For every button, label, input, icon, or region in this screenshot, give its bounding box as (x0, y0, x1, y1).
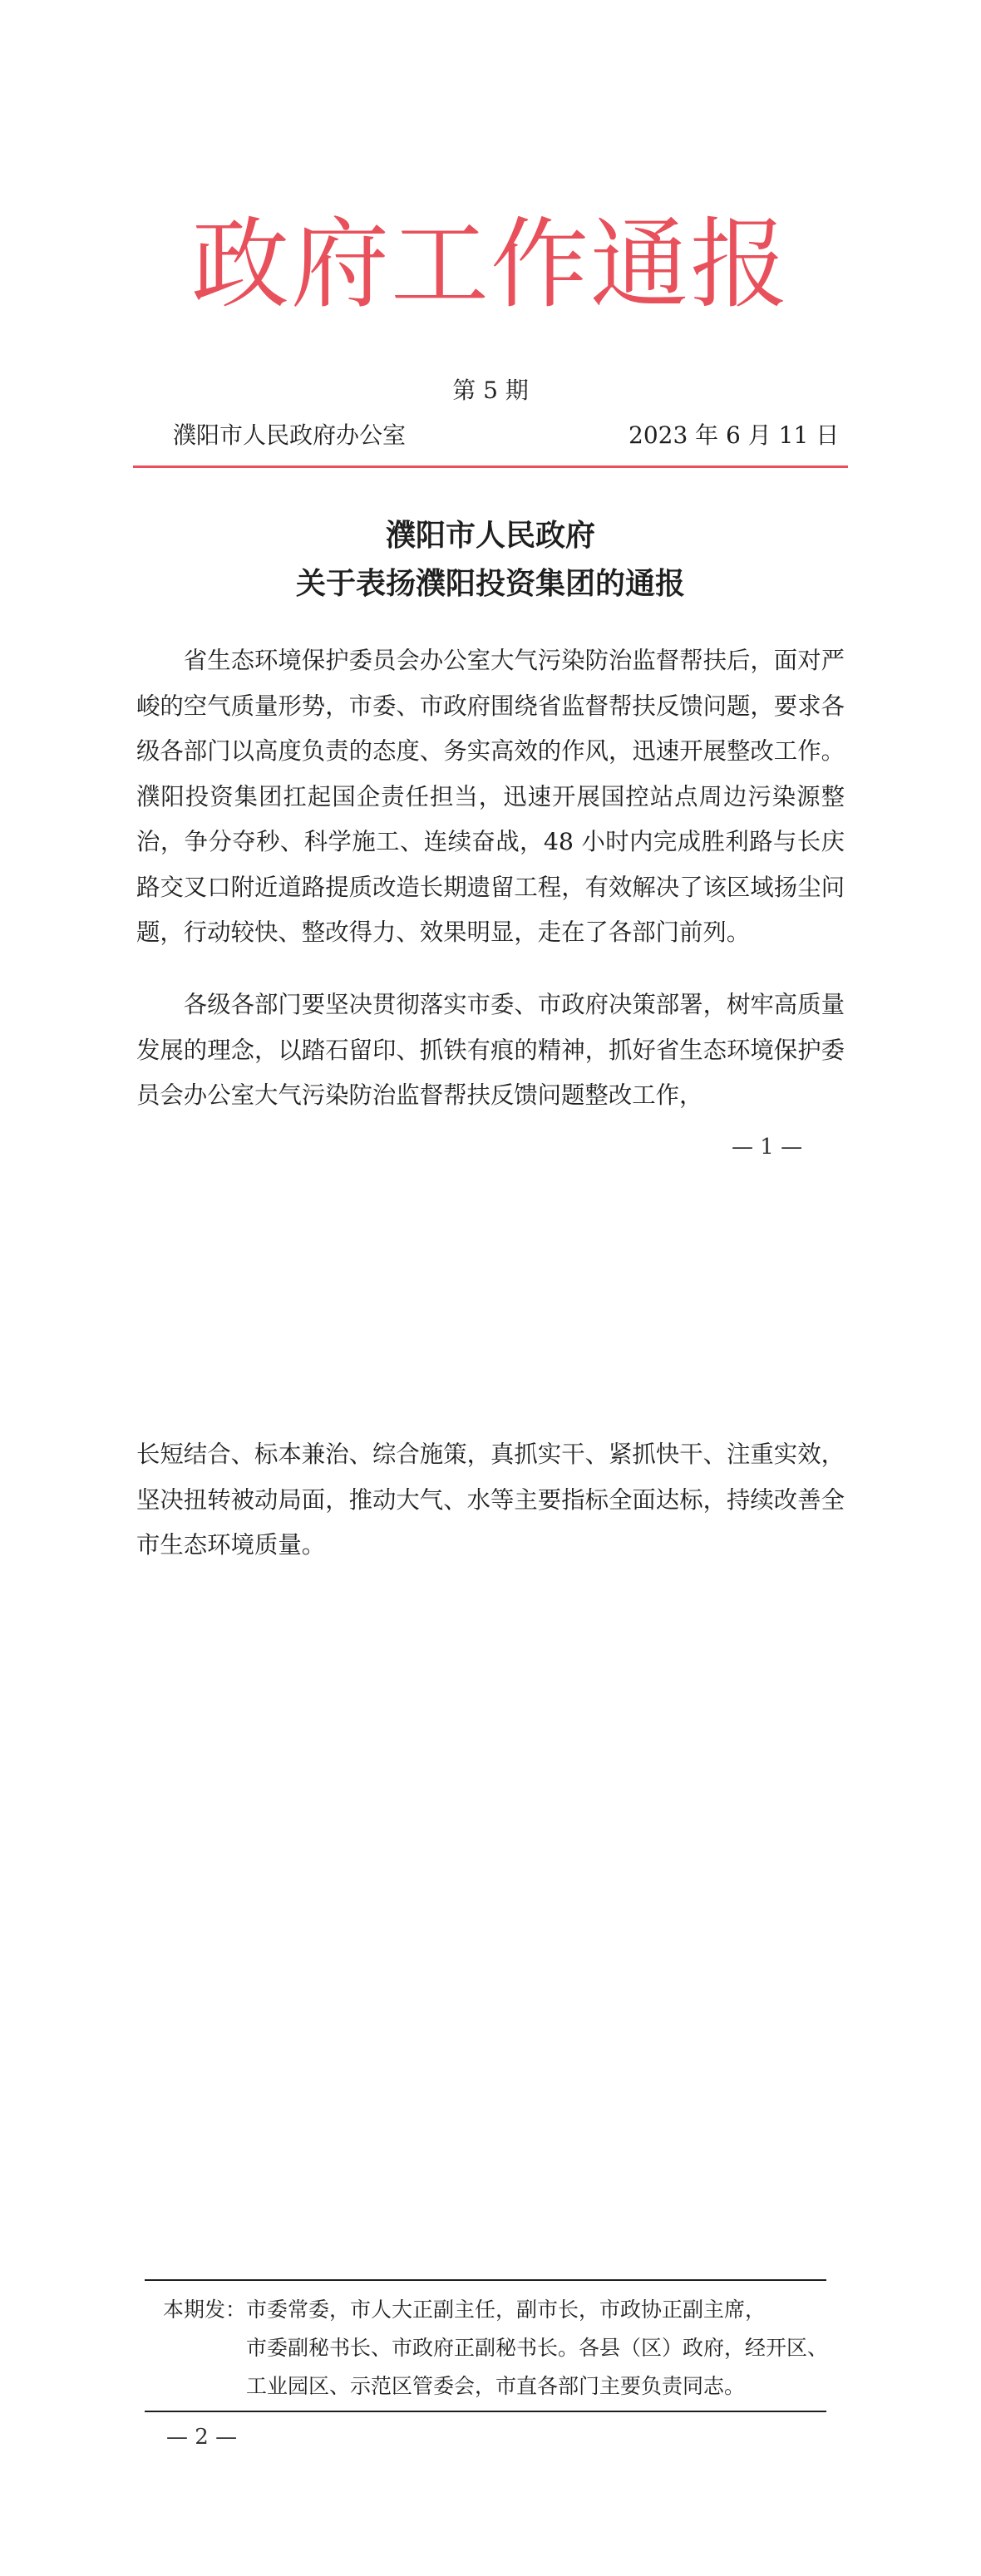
distribution-top-rule (145, 2279, 826, 2281)
distribution-line-3: 工业园区、示范区管委会，市直各部门主要负责同志。 (246, 2374, 746, 2398)
issuing-office: 濮阳市人民政府办公室 (173, 421, 407, 449)
body-paragraph-1: 省生态环境保护委员会办公室大气污染防治监督帮扶后，面对严峻的空气质量形势，市委、市政府围绕省监督帮扶反馈问题，要求各级各部门以高度负责的态度、务实高效的作风，迅速开展整改工作。濮阳投资集团扛起国企责任担当，迅速开展国控站点周边污染源整治，争分夺秒、科学施工、连续奋战，48 小时内完成胜利路与长庆路交叉口附近道路提质改造长期遗留工程，有效解决了该区域扬尘问题，行动较快、整改得力、效果明显，走在了各部门前列。 (136, 647, 845, 946)
distribution-bottom-rule (145, 2411, 826, 2412)
page-number-1: — 1 — (732, 1135, 803, 1160)
document-title-line-1: 濮阳市人民政府 (385, 518, 595, 553)
body-paragraph-2: 各级各部门要坚决贯彻落实市委、市政府决策部署，树牢高质量发展的理念，以踏石留印、抓铁有痕的精神，抓好省生态环境保护委员会办公室大气污染防治监督帮扶反馈问题整改工作， (136, 991, 845, 1109)
document-page-1 (0, 0, 981, 1272)
masthead-divider (133, 465, 848, 468)
distribution-line-2: 市委副秘书长、市政府正副秘书长。各县（区）政府，经开区、 (246, 2336, 829, 2360)
body-paragraph-2-continued: 长短结合、标本兼治、综合施策，真抓实干、紧抓快干、注重实效，坚决扭转被动局面，推动大气、水等主要指标全面达标，持续改善全市生态环境质量。 (136, 1441, 845, 1559)
issue-date: 2023 年 6 月 11 日 (629, 421, 840, 449)
issue-number: 第 5 期 (452, 377, 529, 404)
masthead-title: 政府工作通报 (190, 207, 790, 322)
document-title-line-2: 关于表扬濮阳投资集团的通报 (295, 566, 685, 601)
distribution-line-1: 本期发：市委常委，市人大正副主任，副市长，市政协正副主席， (163, 2298, 767, 2322)
page-number-2: — 2 — (166, 2425, 238, 2450)
distribution-list (145, 2279, 829, 2412)
